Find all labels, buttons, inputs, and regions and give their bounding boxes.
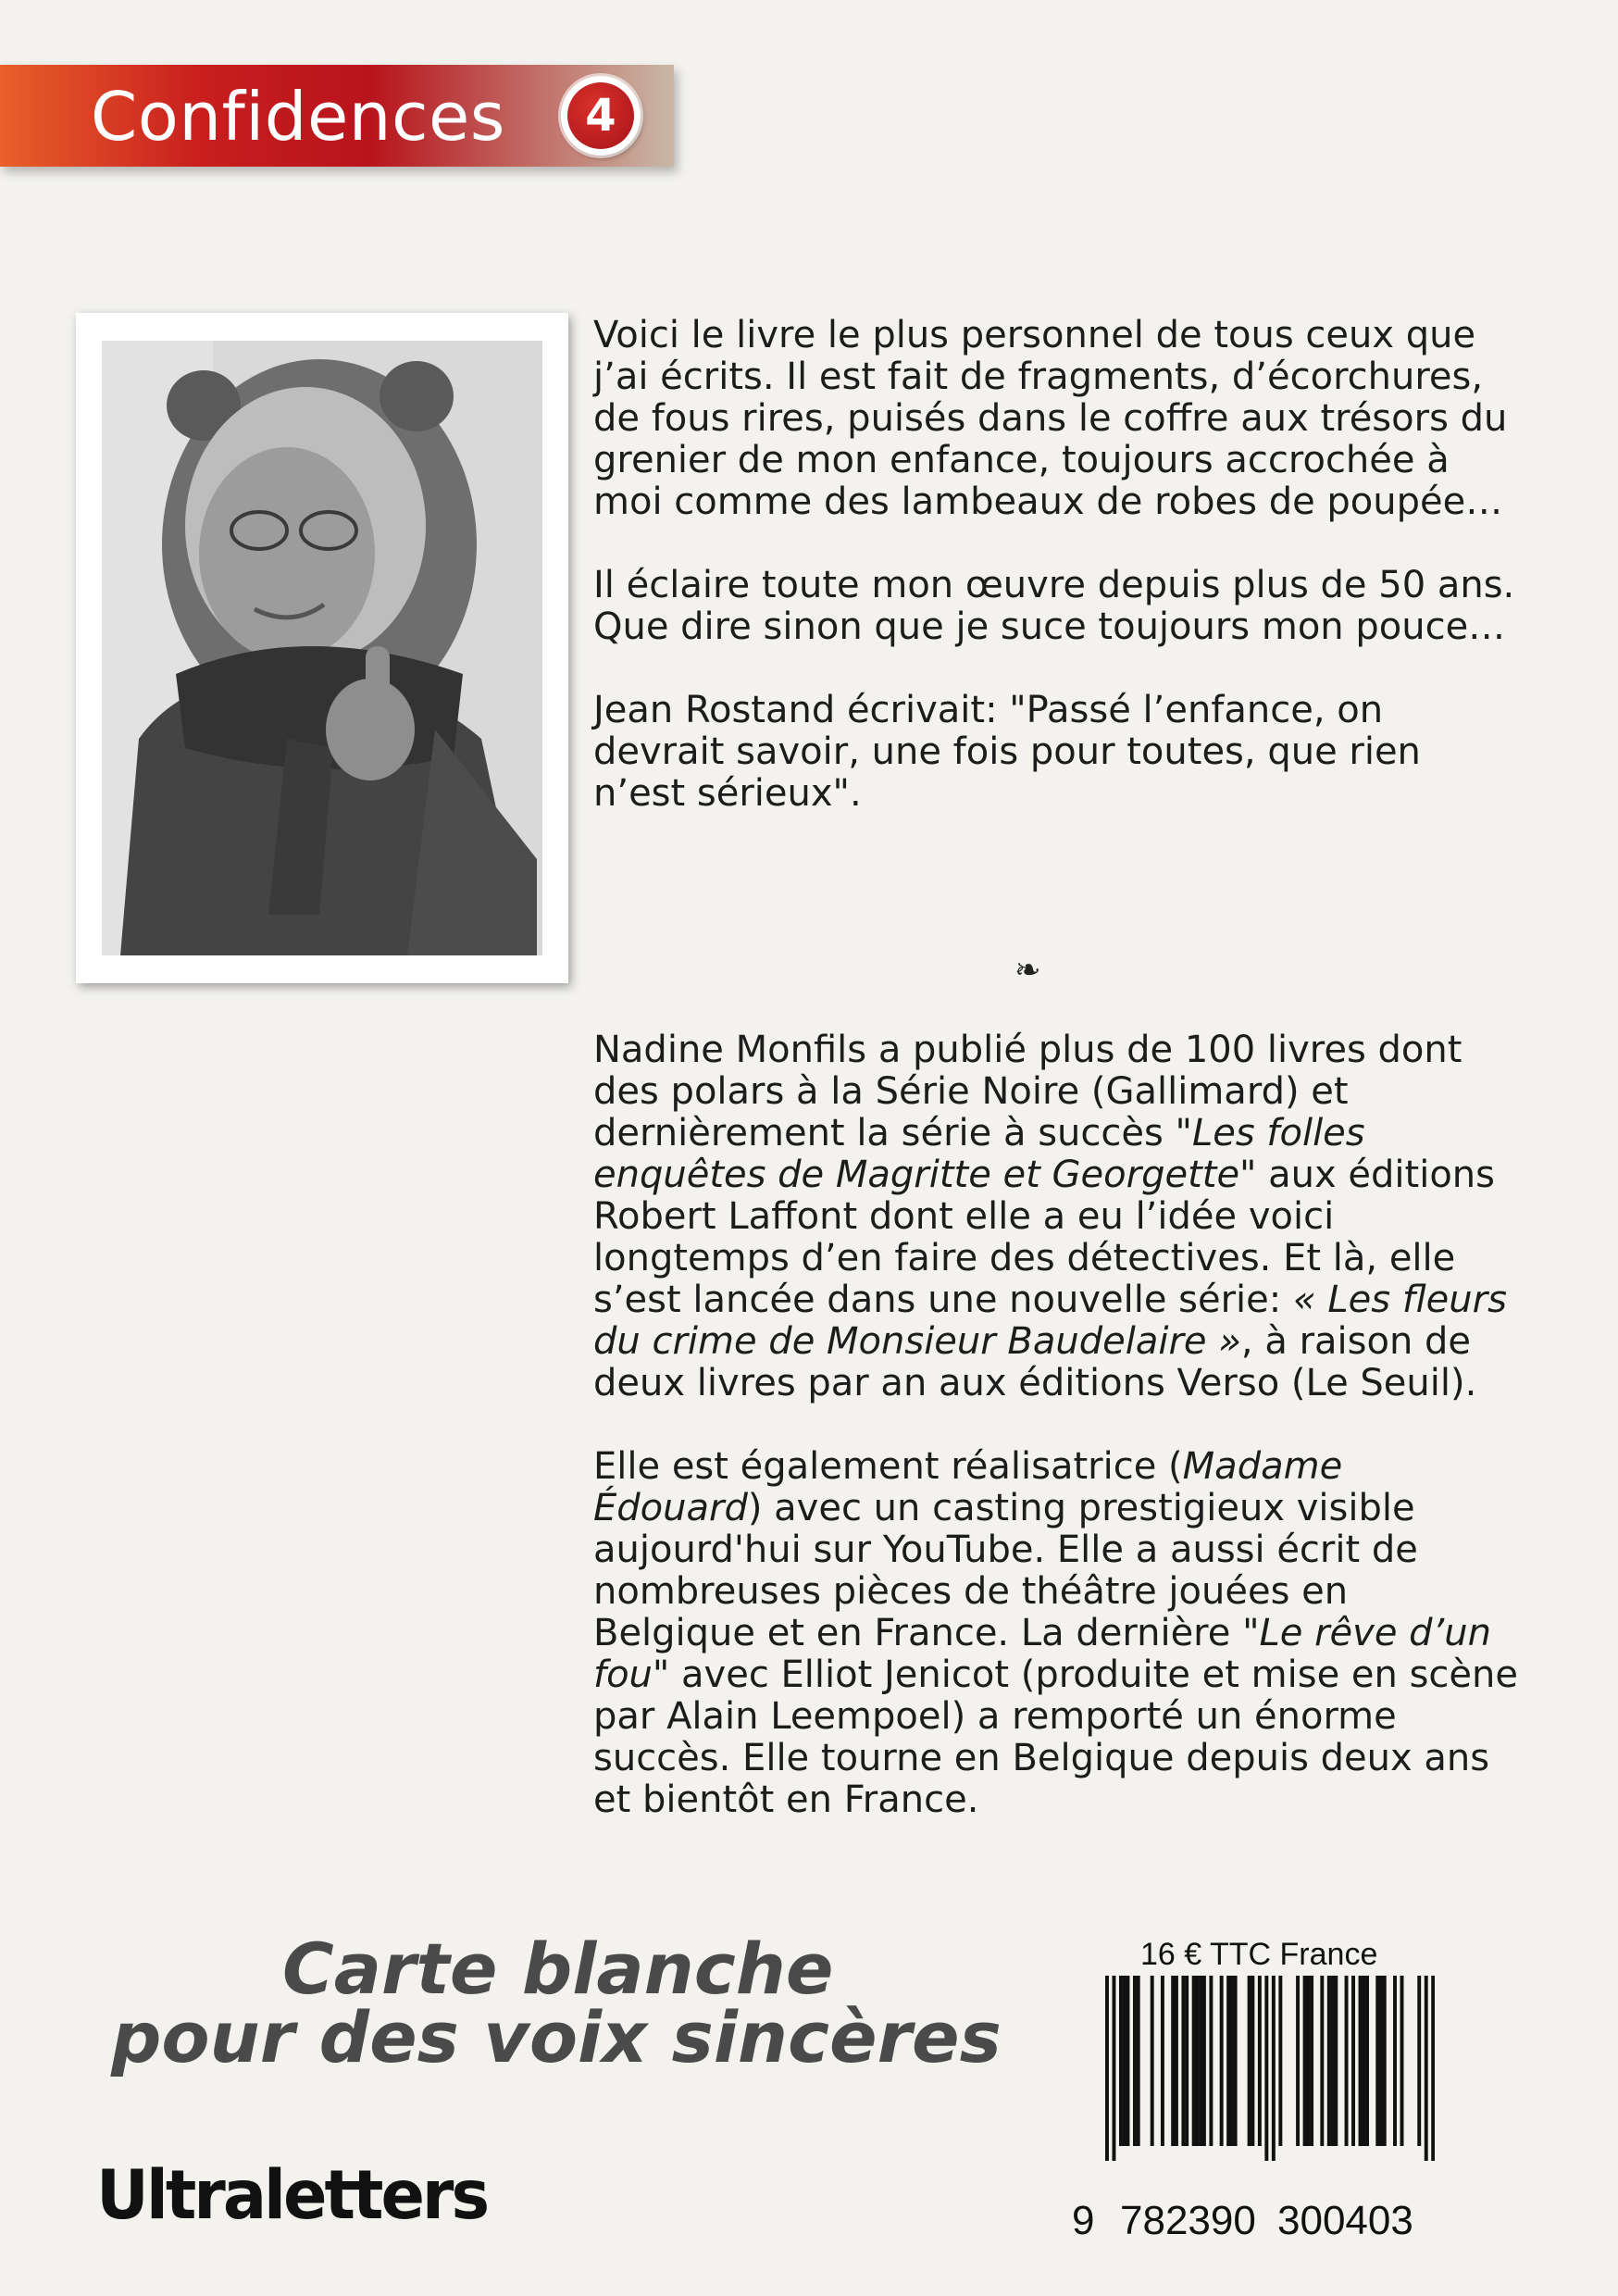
author-photo-frame <box>76 313 568 983</box>
barcode-bar <box>1375 1976 1379 2146</box>
author-bio <box>593 1029 1519 1863</box>
barcode-bar <box>1345 1976 1349 2146</box>
barcode-bar <box>1151 1976 1154 2146</box>
series-number-badge <box>561 76 641 156</box>
barcode-bar <box>1400 1976 1404 2146</box>
bio-text: , à raison de deux livres par an aux éditions Verso (Le Seuil). <box>593 1320 1477 1404</box>
series-number: 4 <box>567 82 634 149</box>
isbn-first-digit: 9 <box>1072 2198 1095 2243</box>
author-photo <box>102 341 542 955</box>
barcode-bar <box>1296 1976 1300 2146</box>
barcode-bar <box>1137 1976 1140 2146</box>
series-tagline <box>111 1928 1037 2078</box>
fleuron-ornament: ❧ <box>1014 952 1041 989</box>
barcode-bar <box>1258 1976 1262 2146</box>
barcode-bars <box>1105 1976 1435 2161</box>
bio-text: Nadine Monfils a publié plus de 100 livres dont des polars à la Série Noire (Gallimard) et dernièrement la série à succès " <box>593 1029 1462 1154</box>
bio-paragraph <box>593 1446 1519 1821</box>
barcode-bar <box>1278 1976 1282 2146</box>
barcode-bar <box>1359 1976 1363 2146</box>
barcode-bar <box>1119 1976 1123 2146</box>
barcode-bar <box>1195 1976 1199 2146</box>
tagline-line: Carte blanche <box>282 1928 834 2010</box>
barcode-bar <box>1334 1976 1338 2146</box>
barcode-bar <box>1171 1976 1175 2146</box>
book-title: Les folles enquêtes de Magritte et Georgette <box>593 1112 1365 1196</box>
film-title: Madame Édouard <box>593 1445 1343 1529</box>
barcode-bar <box>1251 1976 1254 2146</box>
series-banner <box>0 65 674 167</box>
barcode-bar <box>1112 1976 1115 2161</box>
isbn-right-group: 300403 <box>1277 2198 1413 2243</box>
barcode-bar <box>1272 1976 1276 2161</box>
isbn-digits <box>1072 2198 1442 2244</box>
bio-text: Elle est également réalisatrice ( <box>593 1445 1183 1488</box>
barcode-bar <box>1161 1976 1164 2146</box>
barcode-bar <box>1379 1976 1383 2146</box>
barcode-bar <box>1126 1976 1129 2146</box>
barcode-bar <box>1199 1976 1202 2146</box>
barcode-bar <box>1264 1976 1268 2161</box>
barcode-bar <box>1383 1976 1387 2146</box>
barcode-bar <box>1133 1976 1137 2146</box>
barcode-bar <box>1175 1976 1178 2146</box>
barcode-bar <box>1105 1976 1109 2161</box>
isbn-left-group: 782390 <box>1120 2198 1256 2243</box>
barcode-bar <box>1123 1976 1126 2146</box>
barcode-bar <box>1248 1976 1251 2146</box>
barcode-bar <box>1230 1976 1234 2146</box>
barcode-bar <box>1185 1976 1189 2146</box>
barcode-bar <box>1226 1976 1230 2146</box>
barcode-bar <box>1234 1976 1238 2146</box>
barcode-bar <box>1431 1976 1435 2161</box>
barcode-bar <box>1209 1976 1213 2146</box>
tagline-line: pour des voix sincères <box>111 1996 1002 2078</box>
barcode-bar <box>1393 1976 1397 2146</box>
barcode-bar <box>1331 1976 1335 2146</box>
intro-paragraph: Jean Rostand écrivait: "Passé l’enfance, on devrait savoir, une fois pour toutes, que rien n’est sérieux". <box>593 689 1421 815</box>
barcode-bar <box>1192 1976 1196 2146</box>
play-title: Le rêve d’un fou <box>593 1612 1491 1696</box>
bio-text: ) avec un casting prestigieux visible aujourd'hui sur YouTube. Elle a aussi écrit de nombreuses pièces de théâtre jouées en Belgique et en France. La dernière " <box>593 1487 1418 1654</box>
intro-text <box>593 315 1519 856</box>
barcode-bar <box>1365 1976 1369 2146</box>
publisher-logo: Ultraletters <box>96 2154 488 2236</box>
barcode-bar <box>1306 1976 1310 2146</box>
bio-text: " aux éditions Robert Laffont dont elle a eu l’idée voici longtemps d’en faire des détectives. Et là, elle s’est lancée dans une nouvelle série: <box>593 1154 1495 1321</box>
book-title: « Les fleurs du crime de Monsieur Baudelaire » <box>593 1279 1507 1363</box>
barcode-bar <box>1351 1976 1355 2146</box>
barcode <box>1105 1976 1435 2161</box>
author-photo-illustration <box>102 341 542 955</box>
barcode-bar <box>1417 1976 1421 2146</box>
bio-paragraph <box>593 1029 1519 1404</box>
intro-paragraph: Il éclaire toute mon œuvre depuis plus de 50 ans. Que dire sinon que je suce toujours mon pouce… <box>593 564 1515 648</box>
series-title: Confidences <box>91 78 505 156</box>
barcode-bar <box>1303 1976 1307 2146</box>
barcode-bar <box>1327 1976 1331 2146</box>
barcode-bar <box>1310 1976 1313 2146</box>
bio-text: " avec Elliot Jenicot (produite et mise en scène par Alain Leempoel) a remporté un énorme succès. Elle tourne en Belgique depuis deux ans et bientôt en France. <box>593 1653 1518 1821</box>
barcode-bar <box>1220 1976 1224 2146</box>
barcode-bar <box>1202 1976 1206 2146</box>
intro-paragraph: Voici le livre le plus personnel de tous ceux que j’ai écrits. Il est fait de fragments, d’écorchures, de fous rires, puisés dans le coffre aux trésors du grenier de mon enfance, toujours accrochée à moi comme des lambeaux de robes de poupée… <box>593 314 1508 523</box>
price-label: 16 € TTC France <box>1140 1937 1378 1972</box>
barcode-bar <box>1362 1976 1365 2146</box>
barcode-bar <box>1425 1976 1428 2161</box>
barcode-bar <box>1320 1976 1324 2146</box>
barcode-bar <box>1181 1976 1185 2146</box>
